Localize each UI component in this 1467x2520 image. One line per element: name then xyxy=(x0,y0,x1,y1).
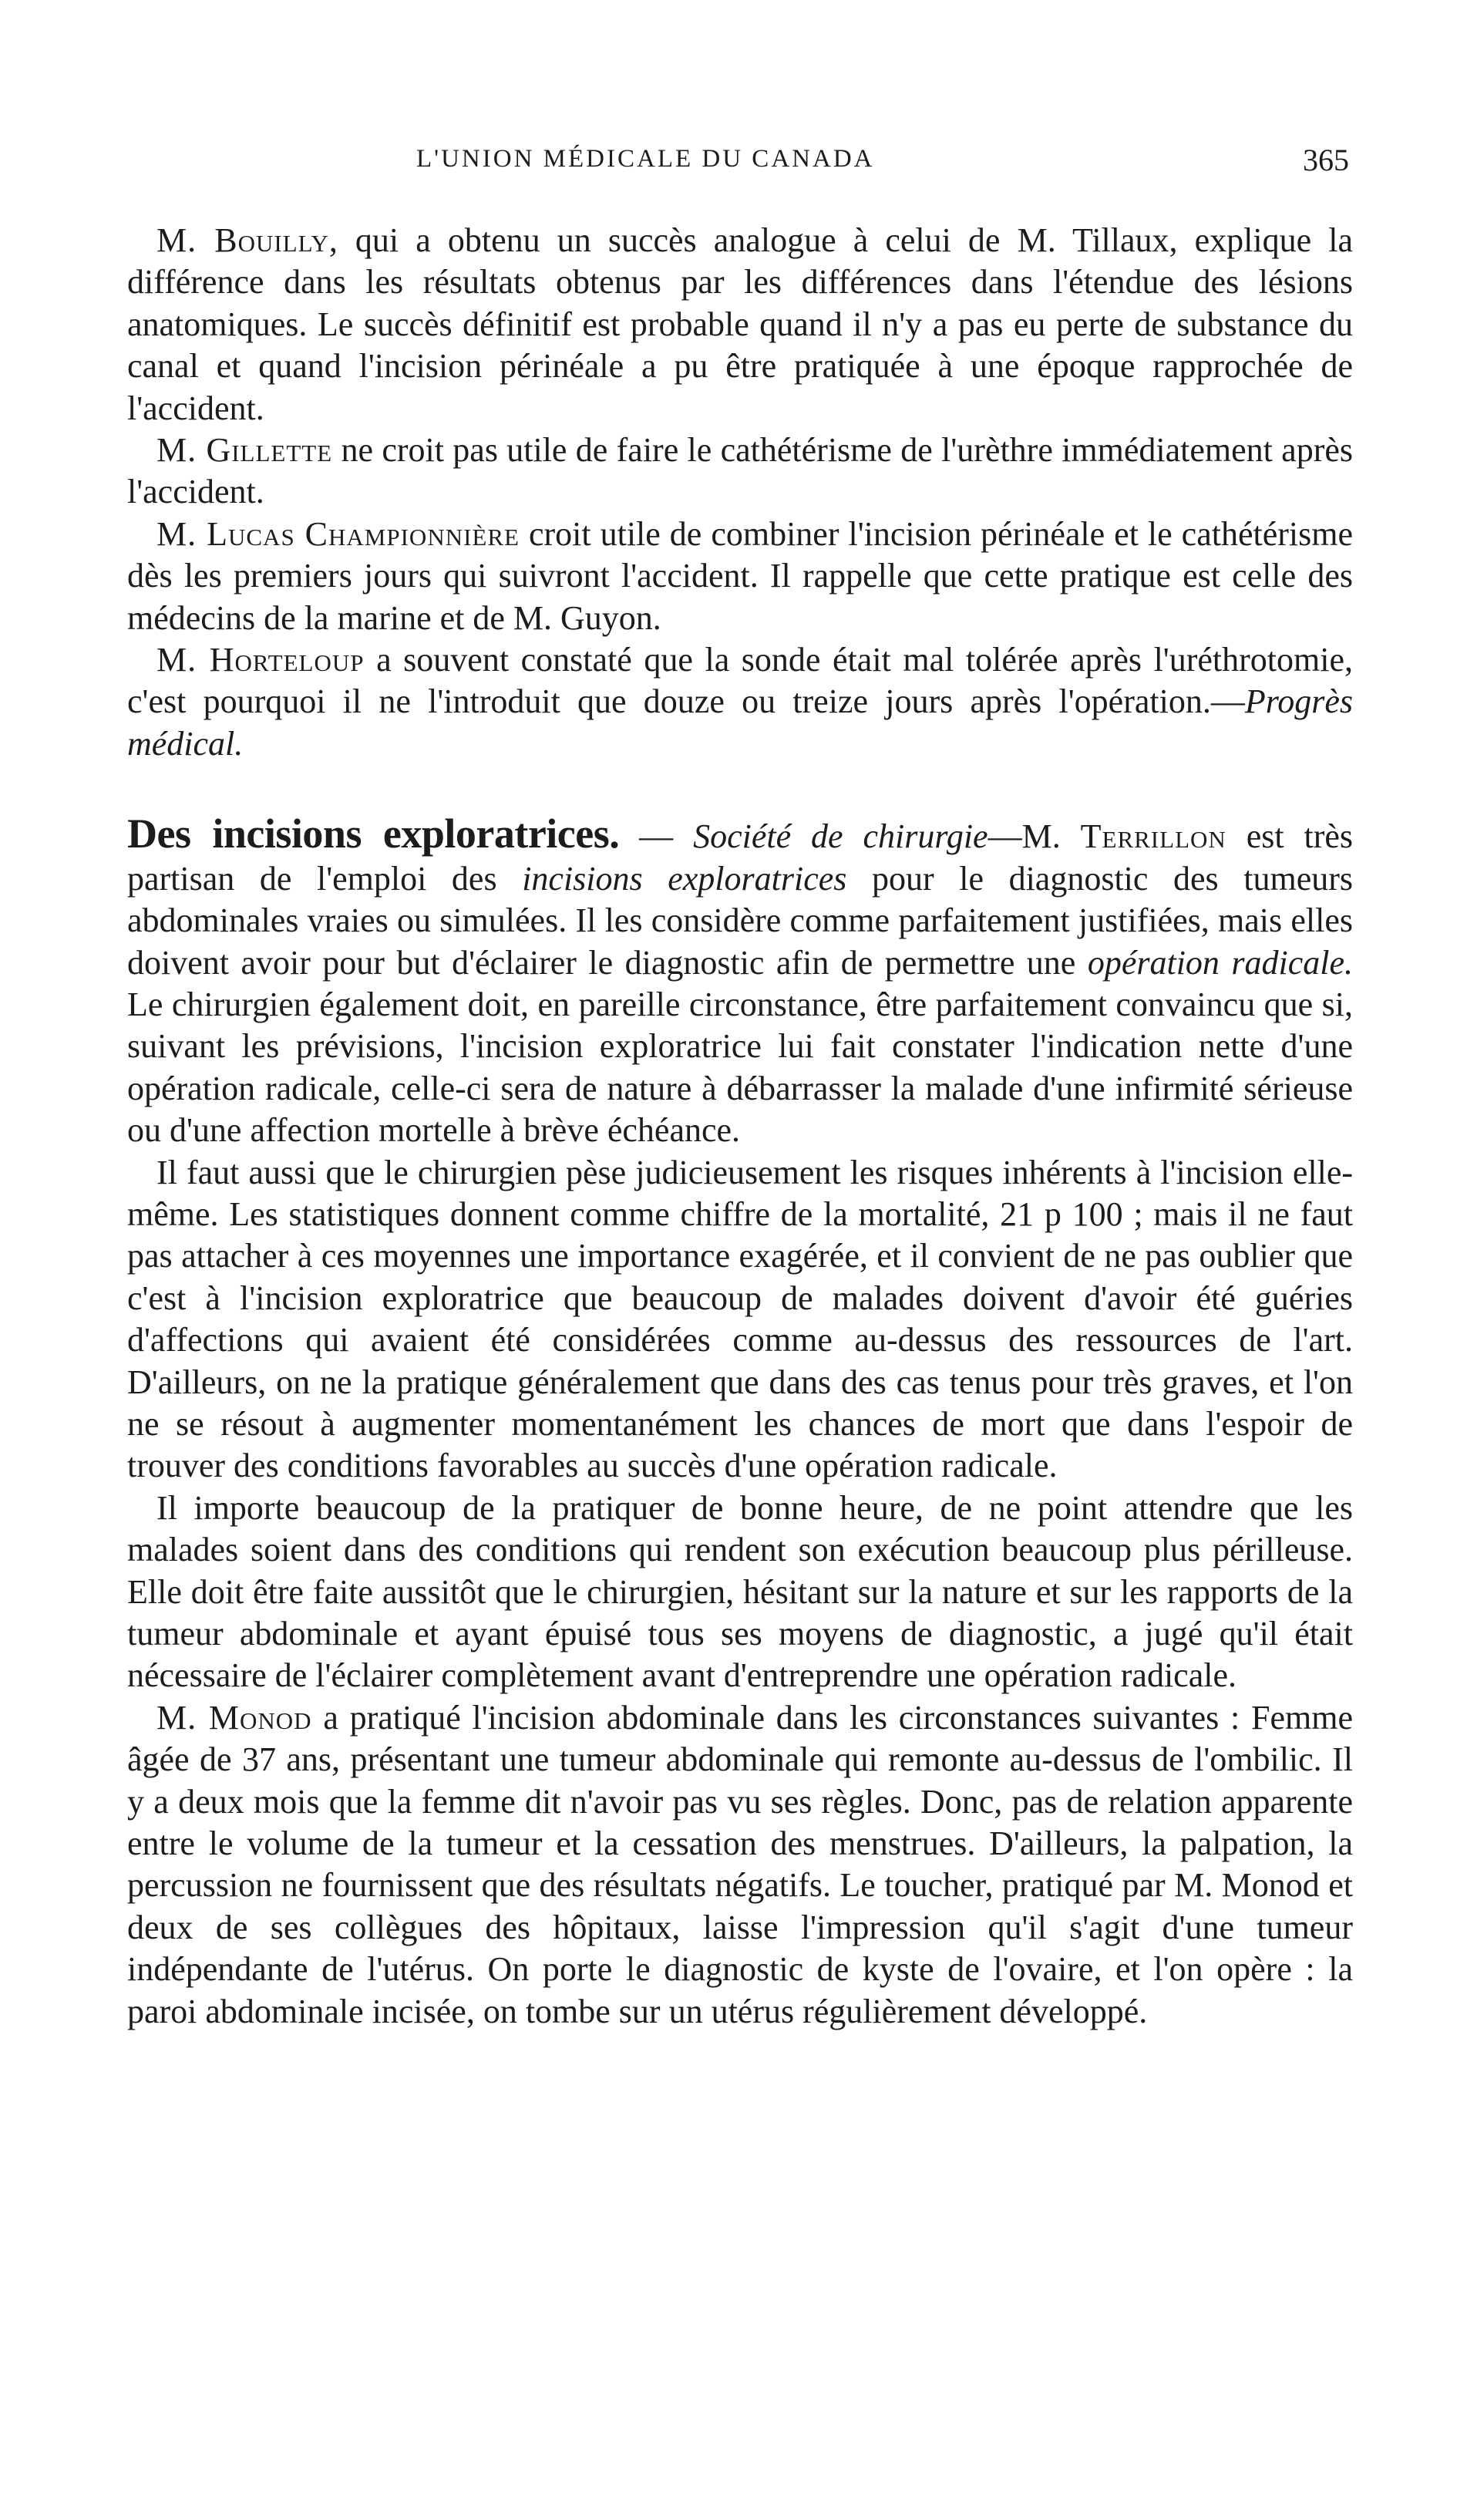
paragraph-horteloup xyxy=(127,639,1353,765)
paragraph-text: croit utile de combiner l'incision périnéale et le cathétérisme dès les premiers jours qui suivront l'accident. Il rappelle que cette pratique est celle des médecins de la marine et de M. Guyon. xyxy=(127,514,1353,637)
article-body xyxy=(127,220,1353,2033)
paragraph-text: pour le diagnostic des tumeurs abdominales vraies ou simulées. Il les considère comme parfaitement justifiées, mais elles doivent avoir pour but d'éclairer le diagnostic afin de permettre une xyxy=(127,859,1354,982)
speaker-name: M. Monod xyxy=(156,1698,312,1737)
paragraph-pratiquer xyxy=(127,1487,1353,1697)
source-citation: Progrès médical. xyxy=(127,682,1353,763)
paragraph-text: est très partisan de l'emploi des xyxy=(127,817,1354,898)
running-title: L'UNION MÉDICALE DU CANADA xyxy=(416,145,875,173)
paragraph-championniere xyxy=(127,514,1353,639)
dash: — xyxy=(619,817,694,856)
dash: —M. xyxy=(988,817,1081,856)
paragraph-risques xyxy=(127,1152,1353,1487)
section-gap xyxy=(127,765,1353,813)
paragraph-text: a souvent constaté que la sonde était mal tolérée après l'uréthrotomie, c'est pourquoi il ne l'introduit que douze ou treize jours après l'opération.— xyxy=(127,641,1353,721)
paragraph-text: a pratiqué l'incision abdominale dans les circonstances suivantes : Femme âgée de 37 ans, présentant une tumeur abdominale qui remonte au-dessus de l'ombilic. Il y a deux mois que la femme dit n'avoir pas vu ses règles. Donc, pas de relation apparente entre le volume de la tumeur et la cessation des menstrues. D'ailleurs, la palpation, la percussion ne fournissent que des résultats négatifs. Le toucher, pratiqué par M. Monod et deux de ses collègues des hôpitaux, laisse l'impression qu'il s'agit d'une tumeur indépendante de l'utérus. On porte le diagnostic de kyste de l'ovaire, et l'on opère : la paroi abdominale incisée, on tombe sur un utérus régulièrement développé. xyxy=(127,1698,1354,2030)
running-head xyxy=(416,145,1349,184)
paragraph-text: qui a obtenu un succès analogue à celui de M. Tillaux, explique la différence dans les résultats obtenus par les différences dans l'étendue des lésions anatomiques. Le succès définitif est probable quand il n'y a pas eu perte de substance du canal et quand l'incision périnéale a pu être pratiquée à une époque rapprochée de l'accident. xyxy=(127,221,1353,427)
paragraph-gillette xyxy=(127,430,1353,514)
page-number: 365 xyxy=(1303,143,1349,177)
speaker-name: M. Gillette xyxy=(156,431,333,470)
paragraph-text: Il faut aussi que le chirurgien pèse judicieusement les risques inhérents à l'incision elle-même. Les statistiques donnent comme chiffre de la mortalité, 21 p 100 ; mais il ne faut pas attacher à ces moyennes une importance exagérée, et il convient de ne pas oublier que c'est à l'incision exploratrice que beaucoup de malades doivent d'avoir été guéries d'affections qui avaient été considérées comme au-dessus des ressources de l'art. D'ailleurs, on ne la pratique généralement que dans des cas tenus pour très graves, et l'on ne se résout à augmenter momentanément les chances de mort que dans l'espoir de trouver des conditions favorables au succès d'une opération radicale. xyxy=(127,1153,1353,1485)
speaker-name: M. Horteloup xyxy=(156,641,365,679)
paragraph-text: Il importe beaucoup de la pratiquer de bonne heure, de ne point attendre que les malades soient dans des conditions qui rendent son exécution beaucoup plus périlleuse. Elle doit être faite aussitôt que le chirurgien, hésitant sur la nature et sur les rapports de la tumeur abdominale et ayant épuisé tous ses moyens de diagnostic, a jugé qu'il était nécessaire de l'éclairer complètement avant d'entreprendre une opération radicale. xyxy=(127,1488,1353,1695)
term-emphasis: opération radicale. xyxy=(1087,943,1354,982)
paragraph-bouilly xyxy=(127,220,1353,430)
section-incisions-exploratrices xyxy=(127,810,1354,1151)
paragraph-text: ne croit pas utile de faire le cathétérisme de l'urèthre immédiatement après l'accident. xyxy=(127,431,1354,511)
paragraph-text: Le chirurgien également doit, en pareille circonstance, être parfaitement convaincu que si, suivant les prévisions, l'incision exploratrice lui fait constater l'indication nette d'une opération radicale, celle-ci sera de nature à débarrasser la malade d'une infirmité sérieuse ou d'une affection mortelle à brève échéance. xyxy=(127,985,1353,1150)
source-society: Société de chirurgie xyxy=(693,817,988,856)
speaker-name: Terrillon xyxy=(1080,817,1226,856)
speaker-name: M. Lucas Championnière xyxy=(156,514,520,553)
section-title: Des incisions exploratrices. xyxy=(127,810,620,857)
speaker-name: M. Bouilly, xyxy=(156,221,338,259)
paragraph-monod xyxy=(127,1697,1353,2033)
term-emphasis: incisions exploratrices xyxy=(522,859,847,898)
